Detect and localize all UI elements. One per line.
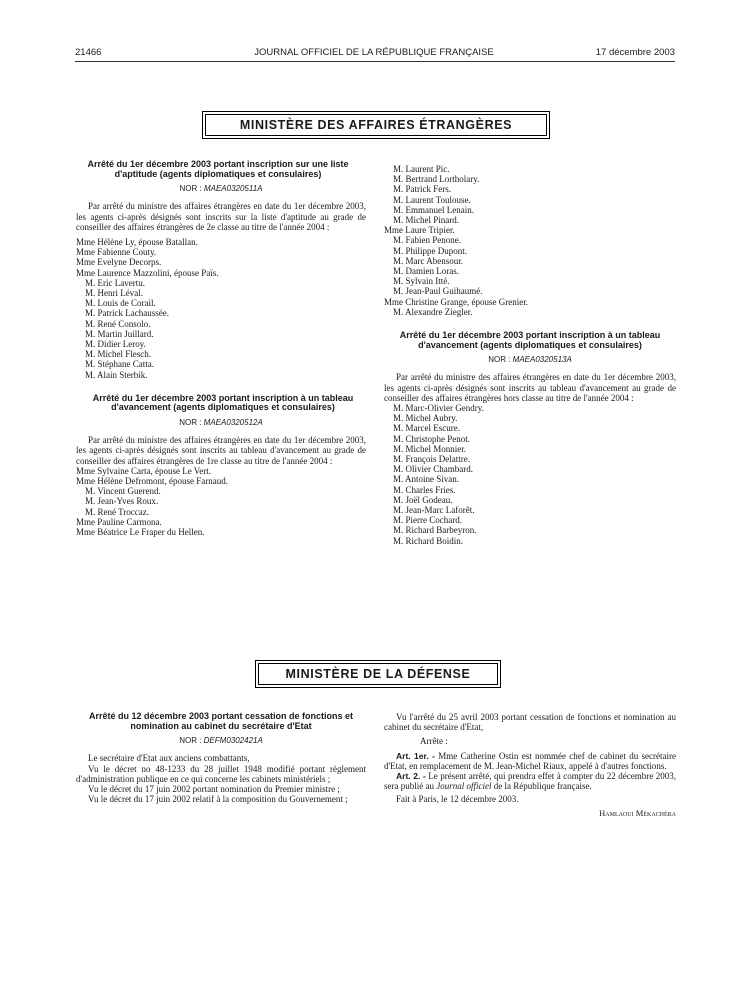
name-list-item: M. Patrick Fers. (393, 184, 451, 195)
arrete1-names-list-continued (384, 164, 676, 317)
name-list-item: M. Didier Leroy. (85, 339, 146, 350)
arrete2-names-list (76, 466, 366, 537)
name-list-item: M. Marc Abensour. (393, 255, 463, 266)
name-list-item: Mme Christine Grange, épouse Grenier. (384, 296, 528, 307)
name-list-item: M. Sylvain Itté. (393, 276, 450, 287)
name-list-item: M. Vincent Guerend. (85, 486, 161, 497)
arrete3-text: Par arrêté du ministre des affaires étrangères en date du 1er décembre 2003, les agents ci-après désignés sont inscrits au tableau d'avancement au grade de conseiller des affaires étrangères hors classe au titre de l'année 2004 : (384, 372, 676, 403)
name-list-item: M. Christophe Penot. (393, 433, 471, 444)
name-list-item: M. François Delattre. (393, 454, 470, 465)
name-list-item: M. Henri Léval. (85, 288, 143, 299)
name-list-item: M. Patrick Lachaussée. (85, 308, 169, 319)
right-column-bottom (384, 712, 676, 818)
name-list-item: M. Philippe Dupont. (393, 245, 468, 256)
name-list-item: M. René Troccaz. (85, 506, 149, 517)
ministry-affaires-etrangeres-box (202, 111, 550, 139)
fait-a-paris: Fait à Paris, le 12 décembre 2003. (396, 794, 519, 805)
name-list-item: M. Louis de Corail. (85, 298, 156, 309)
name-list-item: Mme Evelyne Decorps. (76, 257, 162, 268)
name-list-item: M. Eric Lavertu. (85, 277, 145, 288)
name-list-item: M. Jean-Yves Roux. (85, 496, 159, 507)
arrete1-nor: NOR : MAEA0320511A (179, 184, 263, 194)
name-list-item: Mme Béatrice Le Fraper du Hellen. (76, 527, 205, 538)
name-list-item: M. Michel Monnier. (393, 443, 466, 454)
header-rule (75, 61, 675, 62)
journal-title: JOURNAL OFFICIEL DE LA RÉPUBLIQUE FRANÇAISE (254, 47, 494, 58)
name-list-item: M. Michel Flesch. (85, 349, 151, 360)
left-column-top (76, 160, 366, 537)
name-list-item: Mme Hélène Defromont, épouse Farnaud. (76, 476, 228, 487)
arrete1-title: Arrêté du 1er décembre 2003 portant inscription sur une liste d'aptitude (agents diplomatiques et consulaires) (87, 159, 349, 179)
name-list-item: M. Jean-Marc Laforêt. (393, 505, 475, 516)
name-list-item: M. Emmanuel Lenain. (393, 204, 474, 215)
name-list-item: M. Marc-Olivier Gendry. (393, 403, 484, 414)
name-list-item: M. Michel Aubry. (393, 413, 458, 424)
defense-p2: Vu le décret no 48-1233 du 28 juillet 1948 modifié portant règlement d'administration publique en ce qui concerne les cabinets ministériels ; (76, 763, 366, 784)
arrete2-nor: NOR : MAEA0320512A (179, 418, 263, 428)
article-2: Art. 2. - Le présent arrêté, qui prendra effet à compter du 22 décembre 2003, sera publié au Journal officiel de la République française. (384, 771, 676, 792)
name-list-item: M. Antoine Sivan. (393, 474, 460, 485)
arrete2-title: Arrêté du 1er décembre 2003 portant inscription à un tableau d'avancement (agents diplomatiques et consulaires) (92, 392, 354, 413)
right-column-top (384, 164, 676, 546)
arrete3-nor: NOR : MAEA0320513A (488, 355, 572, 365)
name-list-item: M. Marcel Escure. (393, 423, 460, 434)
ministry-title: MINISTÈRE DE LA DÉFENSE (258, 663, 498, 685)
name-list-item: Mme Sylvaine Carta, épouse Le Vert. (76, 465, 212, 476)
arrete-label: Arrête : (420, 736, 448, 747)
defense-p3: Vu le décret du 17 juin 2002 portant nomination du Premier ministre ; (88, 784, 340, 794)
arrete1-names-list (76, 237, 366, 380)
signature: Hamlaoui Mékachéra (599, 807, 676, 818)
name-list-item: M. Bertrand Lortholary. (393, 174, 480, 185)
name-list-item: M. Martin Juillard. (85, 328, 154, 339)
arrete3-names-list (384, 403, 676, 546)
name-list-item: M. Jean-Paul Guihaumé. (393, 286, 483, 297)
name-list-item: Mme Fabienne Couty. (76, 247, 157, 258)
ministry-defense-box (255, 660, 501, 688)
name-list-item: M. Michel Pinard. (393, 215, 459, 226)
defense-p4: Vu le décret du 17 juin 2002 relatif à la composition du Gouvernement ; (88, 794, 348, 805)
name-list-item: Mme Laure Tripier. (384, 225, 455, 236)
name-list-item: M. Stéphane Catta. (85, 359, 154, 370)
name-list-item: M. Alain Sterbik. (85, 369, 148, 380)
defense-p5: Vu l'arrêté du 25 avril 2003 portant cessation de fonctions et nomination au cabinet du secrétaire d'Etat, (384, 712, 676, 733)
name-list-item: M. Pierre Cochard. (393, 515, 462, 526)
name-list-item: M. Joël Godeau. (393, 494, 453, 505)
issue-date: 17 décembre 2003 (595, 47, 675, 58)
name-list-item: M. Laurent Toulouse. (393, 194, 471, 205)
arrete2-text: Par arrêté du ministre des affaires étrangères en date du 1er décembre 2003, les agents ci-après désignés sont inscrits au tableau d'avancement au grade de conseiller des affaires étrangères de 1re classe au titre de l'année 2004 : (76, 435, 366, 466)
page-number: 21466 (75, 47, 102, 58)
name-list-item: M. Olivier Chambard. (393, 464, 473, 475)
ministry-title: MINISTÈRE DES AFFAIRES ÉTRANGÈRES (205, 114, 547, 136)
arrete1-text: Par arrêté du ministre des affaires étrangères en date du 1er décembre 2003, les agents ci-après désignés sont inscrits sur la liste d'aptitude au grade de conseiller des affaires étrangères de 2e classe au titre de l'année 2004 : (76, 201, 366, 232)
name-list-item: M. Damien Loras. (393, 266, 459, 277)
name-list-item: M. Richard Boidin. (393, 535, 463, 546)
name-list-item: M. Richard Barbeyron. (393, 525, 477, 536)
name-list-item: Mme Pauline Carmona. (76, 516, 162, 527)
name-list-item: M. René Consolo. (85, 318, 151, 329)
arrete3-title: Arrêté du 1er décembre 2003 portant inscription à un tableau d'avancement (agents diplomatiques et consulaires) (399, 330, 661, 350)
article-1: Art. 1er. - Mme Catherine Ostin est nommée chef de cabinet du secrétaire d'Etat, en remplacement de M. Jean-Michel Riaux, appelé à d'autres fonctions. (384, 750, 676, 771)
name-list-item: M. Alexandre Ziegler. (393, 306, 473, 317)
name-list-item: M. Charles Fries. (393, 484, 456, 495)
name-list-item: Mme Laurence Mazzolini, épouse Païs. (76, 267, 219, 278)
name-list-item: M. Fabien Penone. (393, 235, 461, 246)
defense-arrete-title: Arrêté du 12 décembre 2003 portant cessation de fonctions et nomination au cabinet du secrétaire d'Etat (88, 711, 354, 731)
name-list-item: Mme Hélène Ly, épouse Batallan. (76, 237, 198, 247)
defense-p1: Le secrétaire d'Etat aux anciens combattants, (88, 753, 250, 764)
name-list-item: M. Laurent Pic. (393, 164, 450, 174)
left-column-bottom (76, 712, 366, 804)
defense-arrete-nor: NOR : DEFM0302421A (179, 736, 263, 746)
